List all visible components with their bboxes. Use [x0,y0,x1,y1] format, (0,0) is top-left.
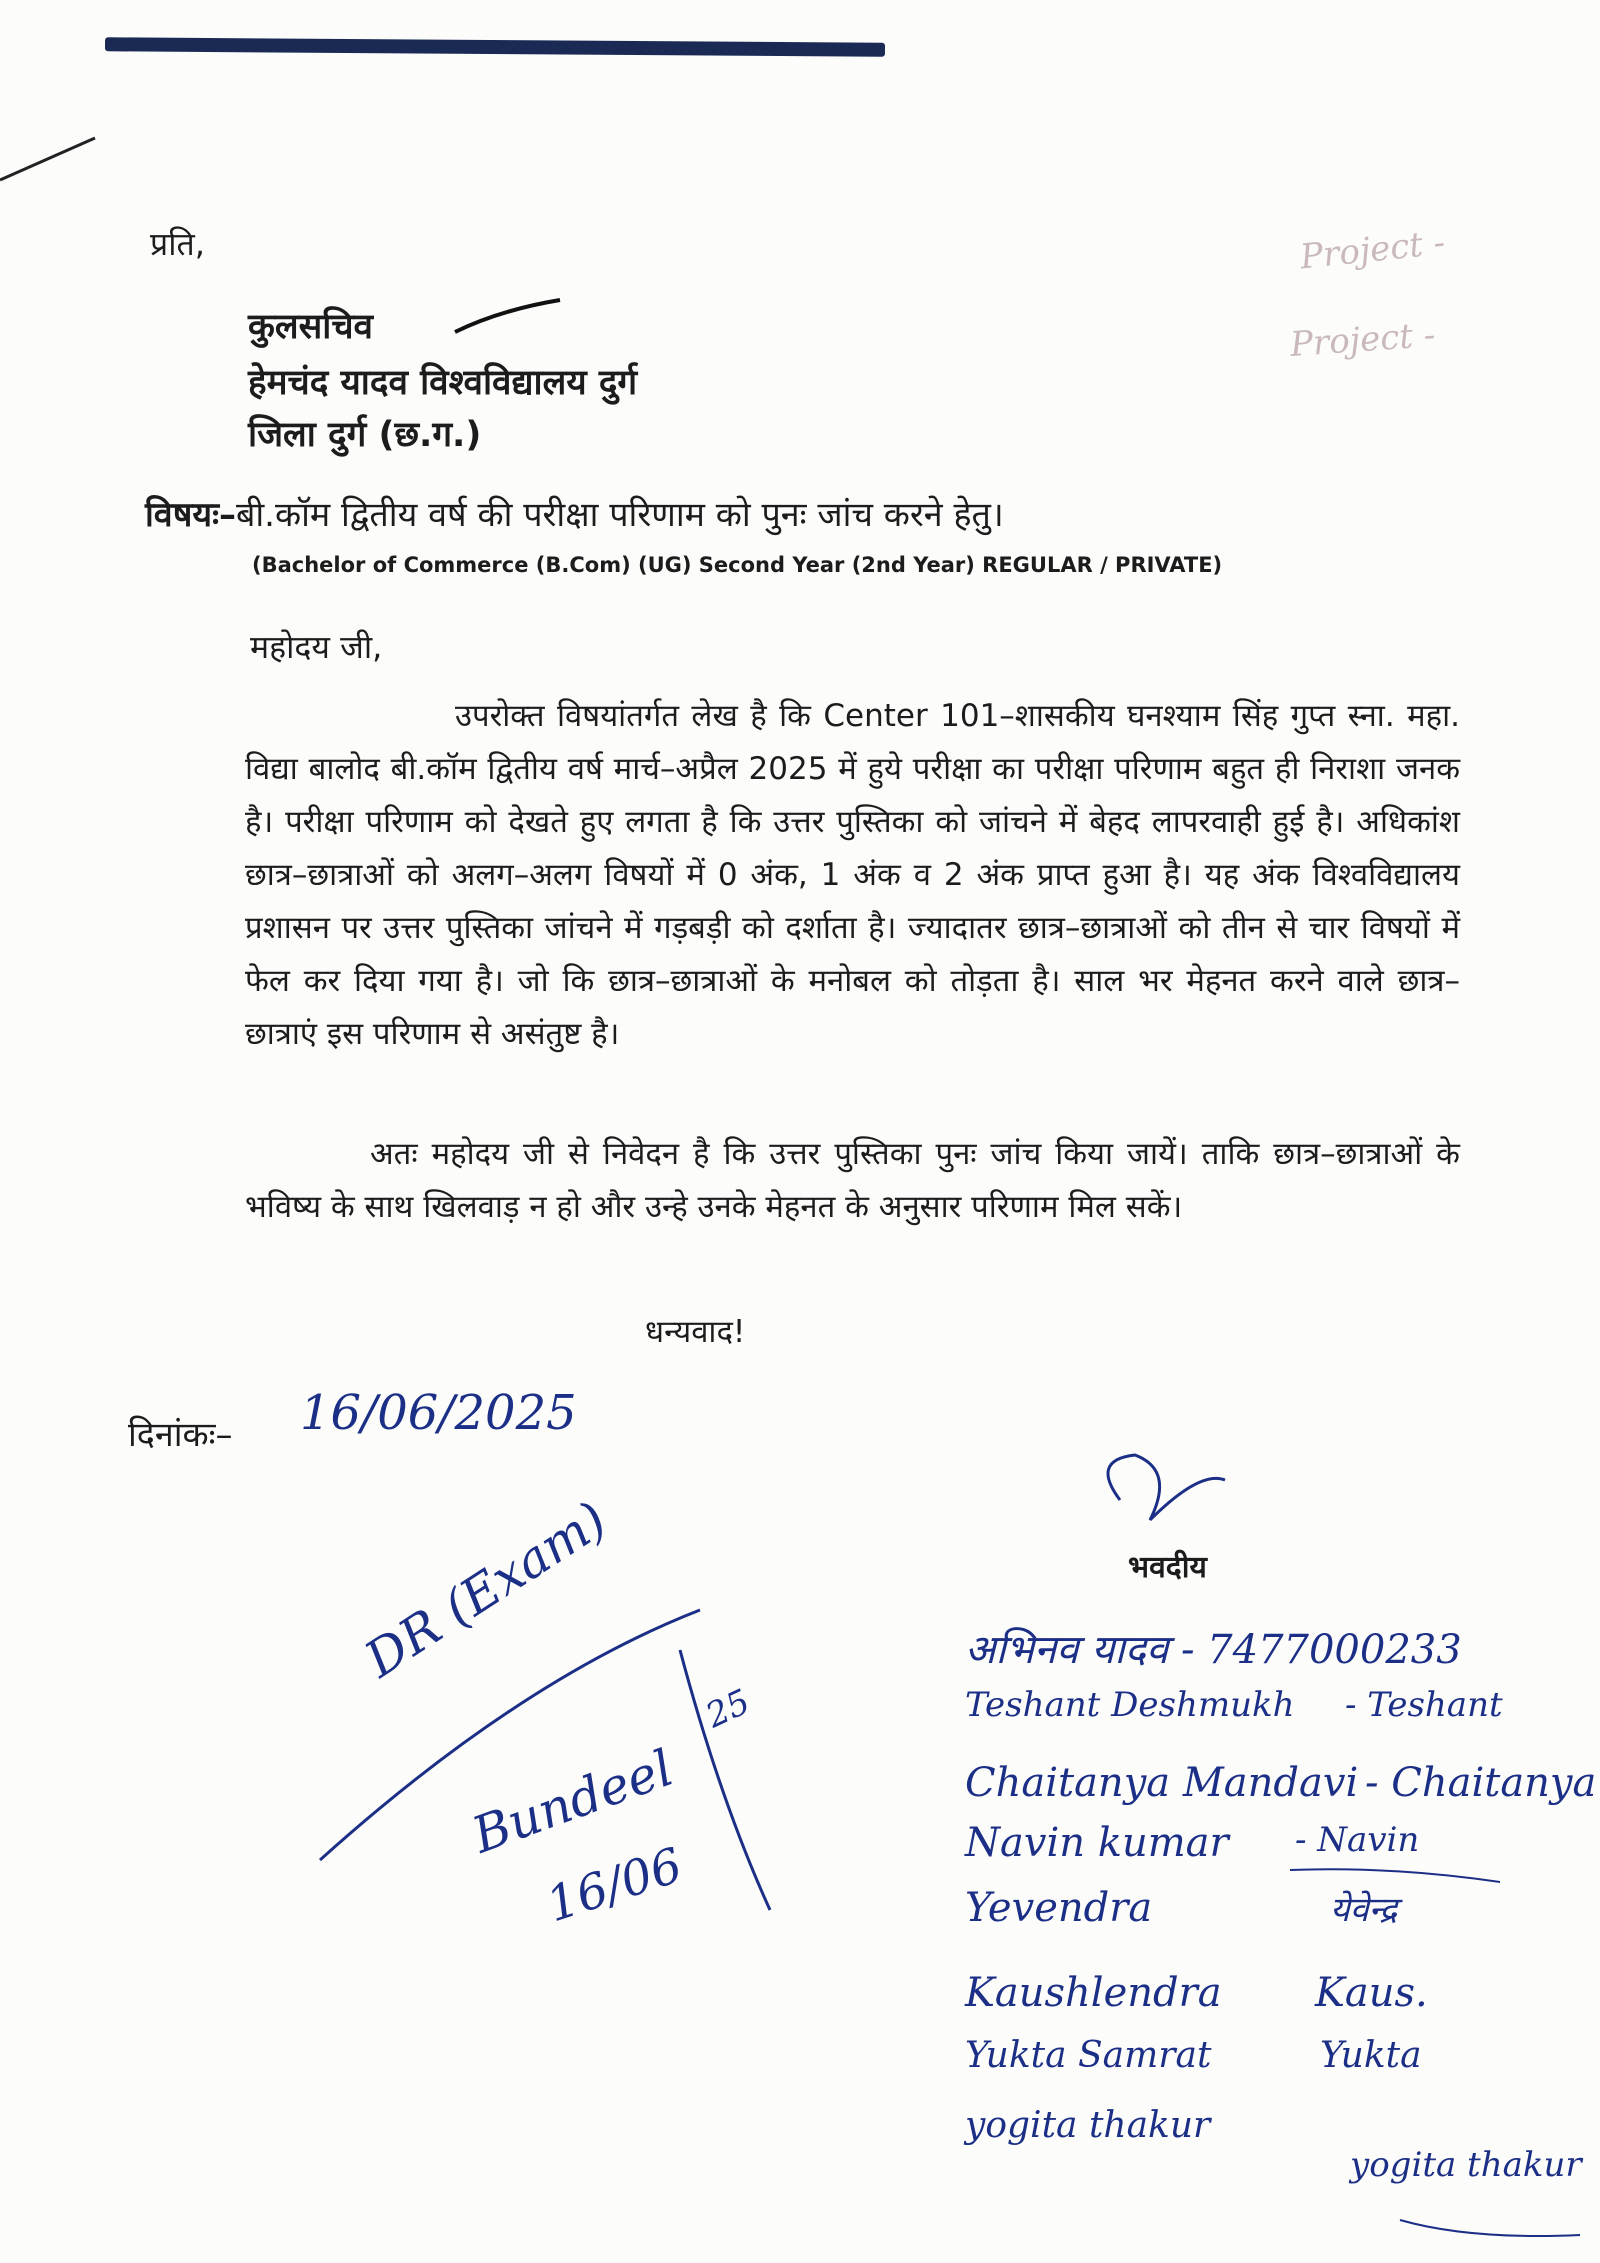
signatory-mark: Kaus. [1315,1970,1428,2016]
subject-english: (Bachelor of Commerce (B.Com) (UG) Second Year (2nd Year) REGULAR / PRIVATE) [252,553,1223,577]
signatory-name: Navin kumar [965,1820,1229,1866]
signatory-mark: yogita thakur [1350,2145,1582,2185]
body-paragraph-2: अतः महोदय जी से निवेदन है कि उत्तर पुस्तिका पुनः जांच किया जायें। ताकि छात्र–छात्राओं के भविष्य के साथ खिलवाड़ न हो और उन्हे उनके मेहनत के अनुसार परिणाम मिल सकें। [245,1136,1460,1225]
body-paragraph-1: उपरोक्त विषयांतर्गत लेख है कि Center 101–शासकीय घनश्याम सिंह गुप्त स्ना. महा. विद्या बालोद बी.कॉम द्वितीय वर्ष मार्च–अप्रैल 2025 में हुये परीक्षा का परीक्षा परिणाम बहुत ही निराशा जनक है। परीक्षा परिणाम को देखते हुए लगता है कि उत्तर पुस्तिका को जांचने में बेहद लापरवाही हुई है। अधिकांश छात्र–छात्राओं को अलग–अलग विषयों में 0 अंक, 1 अंक व 2 अंक प्राप्त हुआ है। यह अंक विश्वविद्यालय प्रशासन पर उत्तर पुस्तिका जांचने में गड़बड़ी को दर्शाता है। ज्यादातर छात्र–छात्राओं को तीन से चार विषयों में फेल कर दिया गया है। जो कि छात्र–छात्राओं के मनोबल को तोड़ता है। साल भर मेहनत करने वाले छात्र–छात्राएं इस परिणाम से असंतुष्ट है। [245,698,1460,1052]
signatory-name: Yevendra [965,1885,1153,1931]
subject-line [145,490,1004,536]
signatory-mark: - Navin [1295,1820,1420,1860]
date-value: 16/06/2025 [300,1385,577,1441]
faint-note-line1: Project - [1298,222,1447,278]
official-note-year: 25 [700,1681,757,1737]
signatory-mark: येवेन्द्र [1330,1890,1398,1930]
subject-text: बी.कॉम द्वितीय वर्ष की परीक्षा परिणाम को पुनः जांच करने हेतु। [235,495,1004,535]
signatory-mark: - Teshant [1345,1685,1503,1725]
signatory-mark: Yukta [1320,2035,1422,2076]
signatory-name: Chaitanya Mandavi [965,1760,1359,1806]
top-edge-bar [105,37,885,56]
date-label: दिनांकः– [128,1415,233,1455]
official-note-dept: DR (Exam) [355,1490,617,1689]
recipient-designation: कुलसचिव [248,307,374,347]
thanks: धन्यवाद! [645,1314,746,1350]
signatory-name: Kaushlendra [965,1970,1222,2016]
recipient-university: हेमचंद यादव विश्वविद्यालय दुर्ग [248,363,638,403]
salutation: प्रति, [150,225,205,263]
signatory-name: अभिनव यादव - 7477000233 [965,1627,1462,1673]
official-note-date: 16/06 [540,1837,689,1934]
subject-label: विषयः– [145,495,236,535]
official-note-signature: Bundeel [465,1738,681,1865]
closing: भवदीय [1128,1550,1207,1585]
greeting: महोदय जी, [250,628,383,666]
faint-note-line2: Project - [1288,314,1437,366]
recipient-district: जिला दुर्ग (छ.ग.) [248,415,482,455]
signatory-mark: - Chaitanya [1365,1760,1597,1806]
signatory-name: Yukta Samrat [965,2035,1212,2076]
signatory-name: Teshant Deshmukh [965,1685,1295,1725]
signatory-name: yogita thakur [965,2105,1211,2146]
